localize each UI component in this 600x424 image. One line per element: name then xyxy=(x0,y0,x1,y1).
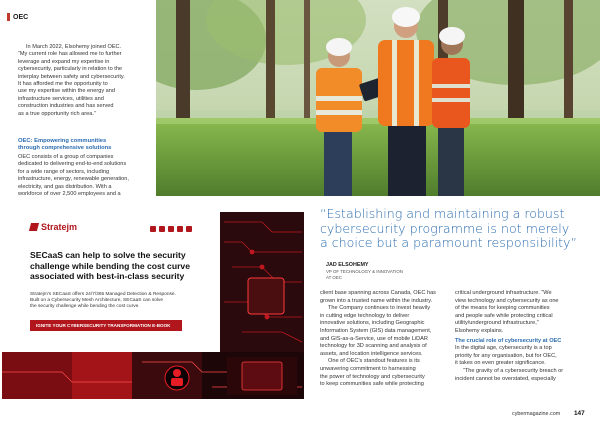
page-number: 147 xyxy=(574,410,585,417)
social-icon[interactable] xyxy=(177,226,183,232)
ad-body: Stratejm's SECaaS offers 24/7/365 Managed Detection & Response. Built on a Cybersecurity Mesh Architecture, SECaaS can solve the security challenge while bending the cost curve. xyxy=(30,292,176,310)
intro-paragraph: In March 2022, Elsohemy joined OEC. “My current role has allowed me to further leverage and expand my expertise in cybersecurity, particularly in relation to the interplay between safety and cybersecurity. It has afforded me the opportunity to use my expertise within the energy and infrastructure services, utilities and construction industries and has served as a true opportunity rich area.” xyxy=(18,44,125,117)
section-heading: The crucial role of cybersecurity at OEC xyxy=(455,337,562,344)
footer-site: cybermagazine.com xyxy=(512,411,561,417)
quote-author: JAD ELSOHEMY xyxy=(326,262,369,268)
social-icon[interactable] xyxy=(186,226,192,232)
subsection-heading: OEC: Empowering communities through comprehensive solutions xyxy=(18,138,112,152)
section-marker xyxy=(7,13,10,21)
body-column-2: client base spanning across Canada, OEC has grown into a trusted name within the industry. The Company continues to invest heavily in cutting edge technology to deliver innovative solutions, including Geographic Information System (GIS) data management, and GIS-as-a-Service, use of mobile LiDAR technology for 3D scanning and analysis of assets, and location intelligence services. One of OEC's standout features is its unwavering commitment to harnessing the power of technology and cybersecurity to keep communities safe while protecting xyxy=(320,290,436,388)
social-icon[interactable] xyxy=(159,226,165,232)
body-column-3: critical underground infrastructure. “We view technology and cybersecurity as one of the means for keeping communities and people safe while protecting critical utility/underground infrastructure,” Elsohemy explains. The crucial role of cybersecurity at OEC In the digital age, cybersecurity is a top priority for any organisation, but for OEC, it takes on even greater significance. “The gravity of a cybersecurity breach or incident cannot be overstated, especially xyxy=(455,290,585,383)
quote-author-role: VP OF TECHNOLOGY & INNOVATION AT OEC xyxy=(326,269,403,280)
social-icon[interactable] xyxy=(168,226,174,232)
ad-cta-button[interactable]: IGNITE YOUR CYBERSECURITY TRANSFORMATION E-BOOK xyxy=(30,320,182,331)
stratejm-logo-icon xyxy=(29,223,39,231)
subsection-body: OEC consists of a group of companies dedicated to delivering end-to-end solutions for a wide range of sectors, including infrastructure, energy, renewable generation, electricity, and gas distribution. With a workforce of over 2,500 employees and a xyxy=(18,154,129,198)
ad-headline: SECaaS can help to solve the security challenge while bending the cost curve associated with best-in-class security xyxy=(30,250,190,282)
ad-brand-logo: Stratejm xyxy=(30,222,77,232)
workers-photo xyxy=(156,0,600,196)
pull-quote: “Establishing and maintaining a robust cybersecurity programme is not merely a choice but a paramount responsibility” xyxy=(320,206,577,251)
social-icon[interactable] xyxy=(150,226,156,232)
ad-social-icons xyxy=(150,226,192,232)
section-label: OEC xyxy=(13,13,29,21)
section-tag xyxy=(7,13,28,21)
